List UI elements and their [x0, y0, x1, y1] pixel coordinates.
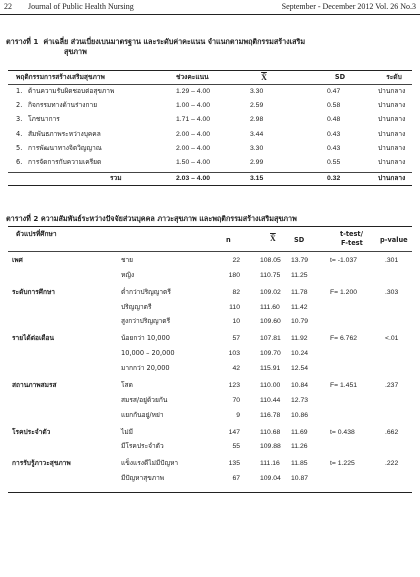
running-header — [0, 0, 420, 15]
table2-row-p: .237 — [385, 382, 399, 389]
table2-row-test: F= 1.200 — [330, 288, 358, 296]
table2-row-mean: 109.04 — [260, 475, 281, 483]
table2-header-mean: X̄ — [270, 234, 276, 243]
table1-row-mean: 2.59 — [250, 102, 264, 110]
table2-row-mean: 109.60 — [260, 318, 281, 326]
table2-group-name: โรคประจำตัว — [12, 427, 51, 436]
table2-header-p: p-value — [380, 236, 408, 244]
table2-row-sd: 11.42 — [291, 303, 308, 311]
table2-row-n: 10 — [232, 318, 240, 326]
table1-row-mean: 2.99 — [250, 159, 264, 166]
table2-row-mean: 115.91 — [260, 365, 281, 372]
table2-row-category: ต่ำกว่าปริญญาตรี — [121, 287, 171, 296]
table1-row-mean: 3.30 — [250, 88, 264, 95]
table2-group-name: รายได้ต่อเดือน — [12, 334, 54, 343]
table2-row-mean: 109.70 — [260, 350, 281, 358]
table2-header-sd: SD — [294, 236, 305, 244]
table1-total-sd: 0.32 — [327, 175, 341, 183]
page-number: 22 — [4, 2, 12, 11]
table2-row-test: F= 1.451 — [330, 382, 358, 389]
table2-group-name: การรับรู้ภาวะสุขภาพ — [12, 459, 71, 468]
table2-row-category: สูงกว่าปริญญาตรี — [121, 317, 171, 326]
table2-row-mean: 116.78 — [260, 411, 281, 419]
table1-row-level: ปานกลาง — [378, 143, 406, 152]
table1-row-no: 4. — [16, 129, 23, 138]
table1-row-name: กิจกรรมทางด้านร่างกาย — [28, 101, 98, 110]
table2-row-category: แยกกันอยู่/หย่า — [121, 410, 164, 419]
table1-row-no: 5. — [16, 143, 23, 152]
table2-row-category: ไม่มี — [121, 427, 134, 436]
table2-row-mean: 110.75 — [260, 271, 281, 279]
table2-row-mean: 110.68 — [260, 428, 281, 436]
table1-row-level: ปานกลาง — [378, 158, 406, 166]
table2-row-n: 67 — [232, 475, 240, 483]
table2-row-category: หญิง — [121, 270, 135, 279]
table2-row-category: 10,000 – 20,000 — [121, 349, 175, 358]
table1-row-name: โภชนาการ — [28, 115, 60, 124]
table2-row-p: .662 — [385, 428, 399, 436]
table2-row-p: <.01 — [385, 335, 399, 343]
table2-row-sd: 10.86 — [291, 411, 309, 419]
table2-row-mean: 111.60 — [260, 303, 280, 311]
table2-row-mean: 109.02 — [260, 288, 281, 296]
table1-row-no: 2. — [16, 101, 23, 110]
table2-caption — [6, 214, 416, 224]
table2-header-variable: ตัวแปรที่ศึกษา — [16, 230, 57, 238]
table1-caption — [6, 37, 416, 57]
table1-row-name: การพัฒนาทางจิตวิญญาณ — [28, 143, 102, 152]
table1-total-rule — [8, 172, 412, 173]
table2-row-n: 103 — [228, 350, 240, 358]
table2-row-test: F= 6.762 — [330, 335, 358, 343]
table1-header-0: พฤติกรรมการสร้างเสริมสุขภาพ — [16, 73, 105, 81]
table2-row-test: t= 1.225 — [330, 460, 355, 468]
table2-row-n: 22 — [232, 257, 240, 264]
table1 — [8, 70, 412, 194]
table2-row-mean: 110.00 — [260, 382, 281, 389]
table2-row-n: 180 — [228, 271, 240, 279]
table1-header-1: ช่วงคะแนน — [176, 73, 209, 81]
table2-caption-label: ตารางที่ 2 — [6, 214, 39, 223]
table1-row-sd: 0.43 — [327, 130, 341, 138]
table2-row-category: ปริญญาตรี — [121, 302, 152, 311]
table1-total-label: รวม — [110, 174, 122, 183]
table2-row-n: 123 — [228, 382, 240, 389]
table1-caption-line2: สุขภาพ — [64, 47, 87, 56]
table1-row-sd: 0.55 — [327, 159, 341, 166]
table2-header-test2: F-test — [341, 239, 363, 247]
table1-row-level: ปานกลาง — [378, 129, 406, 138]
table1-row-sd: 0.43 — [327, 144, 341, 152]
table1-header-3: SD — [334, 73, 346, 81]
table1-row-range: 1.71 – 4.00 — [176, 116, 211, 124]
table1-total-range: 2.03 – 4.00 — [176, 175, 211, 183]
table1-row-name: สัมพันธภาพระหว่างบุคคล — [28, 129, 101, 138]
table1-row-range: 2.00 – 4.00 — [176, 144, 211, 152]
table2-row-category: มีปัญหาสุขภาพ — [121, 474, 165, 483]
table2-row-p: .303 — [385, 288, 399, 296]
table2-caption-text: ความสัมพันธ์ระหว่างปัจจัยส่วนบุคคล ภาวะสุขภาพ และพฤติกรรมสร้างเสริมสุขภาพ — [40, 214, 297, 223]
table1-row-range: 1.00 – 4.00 — [176, 102, 211, 110]
table1-row-no: 3. — [16, 115, 23, 124]
table2-row-category: มากกว่า 20,000 — [121, 364, 170, 372]
table2-row-mean: 108.05 — [260, 257, 281, 264]
table2-row-sd: 11.92 — [291, 335, 308, 343]
table1-row-name: การจัดการกับความเครียด — [28, 158, 102, 166]
table1-row-range: 1.29 – 4.00 — [176, 88, 211, 95]
table1-header-2: X̄ — [261, 73, 267, 82]
table1-row-sd: 0.47 — [327, 88, 341, 95]
table1-top-rule — [8, 70, 412, 71]
table2-row-mean: 110.44 — [260, 396, 281, 404]
table2-row-sd: 10.87 — [291, 475, 309, 483]
table2 — [8, 226, 412, 576]
table1-row-mean: 3.30 — [250, 144, 264, 152]
table2-header-rule — [8, 251, 412, 252]
issue-info: September - December 2012 Vol. 26 No.3 — [281, 2, 416, 11]
table2-header-n: n — [226, 236, 231, 244]
table2-row-sd: 11.85 — [291, 460, 308, 468]
table2-row-sd: 11.78 — [291, 288, 308, 296]
table1-row-level: ปานกลาง — [378, 115, 406, 124]
table2-row-mean: 111.16 — [260, 460, 280, 468]
table2-group-name: เพศ — [12, 256, 23, 264]
table2-header-test1: t-test/ — [340, 230, 363, 238]
table1-total-mean: 3.15 — [250, 175, 264, 183]
table2-row-n: 42 — [232, 365, 240, 372]
table1-caption-label: ตารางที่ 1 — [6, 37, 39, 46]
table2-group-name: ระดับการศึกษา — [12, 287, 56, 296]
table2-row-n: 57 — [232, 335, 240, 343]
table1-row-no: 6. — [16, 158, 23, 166]
table2-row-n: 70 — [232, 396, 240, 404]
table1-bottom-rule — [8, 185, 412, 186]
table1-total-level: ปานกลาง — [378, 174, 406, 183]
table2-row-category: มีโรคประจำตัว — [121, 442, 164, 451]
table1-row-mean: 3.44 — [250, 130, 264, 138]
table2-row-n: 110 — [229, 303, 240, 311]
table2-row-mean: 109.88 — [260, 443, 281, 451]
table2-row-sd: 12.54 — [291, 365, 309, 372]
table2-row-category: น้อยกว่า 10,000 — [121, 334, 170, 343]
table1-row-no: 1. — [16, 87, 23, 95]
table1-row-sd: 0.58 — [327, 102, 341, 110]
table2-row-p: .301 — [385, 257, 399, 264]
table2-bottom-rule — [8, 492, 412, 493]
table1-row-mean: 2.98 — [250, 116, 264, 124]
table2-row-test: t= -1.037 — [330, 257, 358, 264]
table2-row-n: 55 — [232, 443, 240, 451]
table1-header-4: ระดับ — [386, 73, 402, 81]
table1-row-name: ด้านความรับผิดชอบต่อสุขภาพ — [28, 87, 115, 95]
journal-name: Journal of Public Health Nursing — [28, 2, 134, 11]
table2-row-category: ชาย — [121, 256, 134, 264]
table2-row-n: 9 — [236, 411, 240, 419]
table2-row-n: 147 — [228, 428, 240, 436]
table2-row-sd: 10.84 — [291, 382, 309, 389]
table2-row-n: 82 — [232, 288, 240, 296]
table2-row-mean: 107.81 — [260, 335, 281, 343]
table2-row-category: สมรส/อยู่ด้วยกัน — [121, 395, 168, 404]
table2-row-sd: 10.24 — [291, 350, 309, 358]
table2-row-sd: 11.69 — [291, 428, 308, 436]
table2-top-rule — [8, 226, 412, 227]
table1-header-rule — [8, 84, 412, 85]
table1-caption-line1: ค่าเฉลี่ย ส่วนเบี่ยงเบนมาตรฐาน และระดับค่าคะแนน จำแนกตามพฤติกรรมสร้างเสริม — [43, 37, 306, 46]
table2-row-n: 135 — [228, 460, 240, 468]
table2-row-test: t= 0.438 — [330, 428, 355, 436]
table1-row-range: 1.50 – 4.00 — [176, 159, 211, 166]
table2-row-sd: 10.79 — [291, 318, 309, 326]
table2-row-sd: 13.79 — [291, 257, 309, 264]
table2-group-name: สถานภาพสมรส — [12, 381, 57, 389]
table2-row-category: แข็งแรงดีไม่มีปัญหา — [121, 459, 179, 468]
table1-row-range: 2.00 – 4.00 — [176, 130, 211, 138]
table2-row-category: โสด — [121, 381, 133, 389]
table2-row-sd: 11.26 — [291, 443, 308, 451]
table1-row-level: ปานกลาง — [378, 87, 406, 95]
table1-row-level: ปานกลาง — [378, 101, 406, 110]
table2-row-sd: 11.25 — [291, 271, 308, 279]
table2-row-p: .222 — [385, 460, 399, 468]
table2-row-sd: 12.73 — [291, 396, 309, 404]
table1-row-sd: 0.48 — [327, 116, 341, 124]
